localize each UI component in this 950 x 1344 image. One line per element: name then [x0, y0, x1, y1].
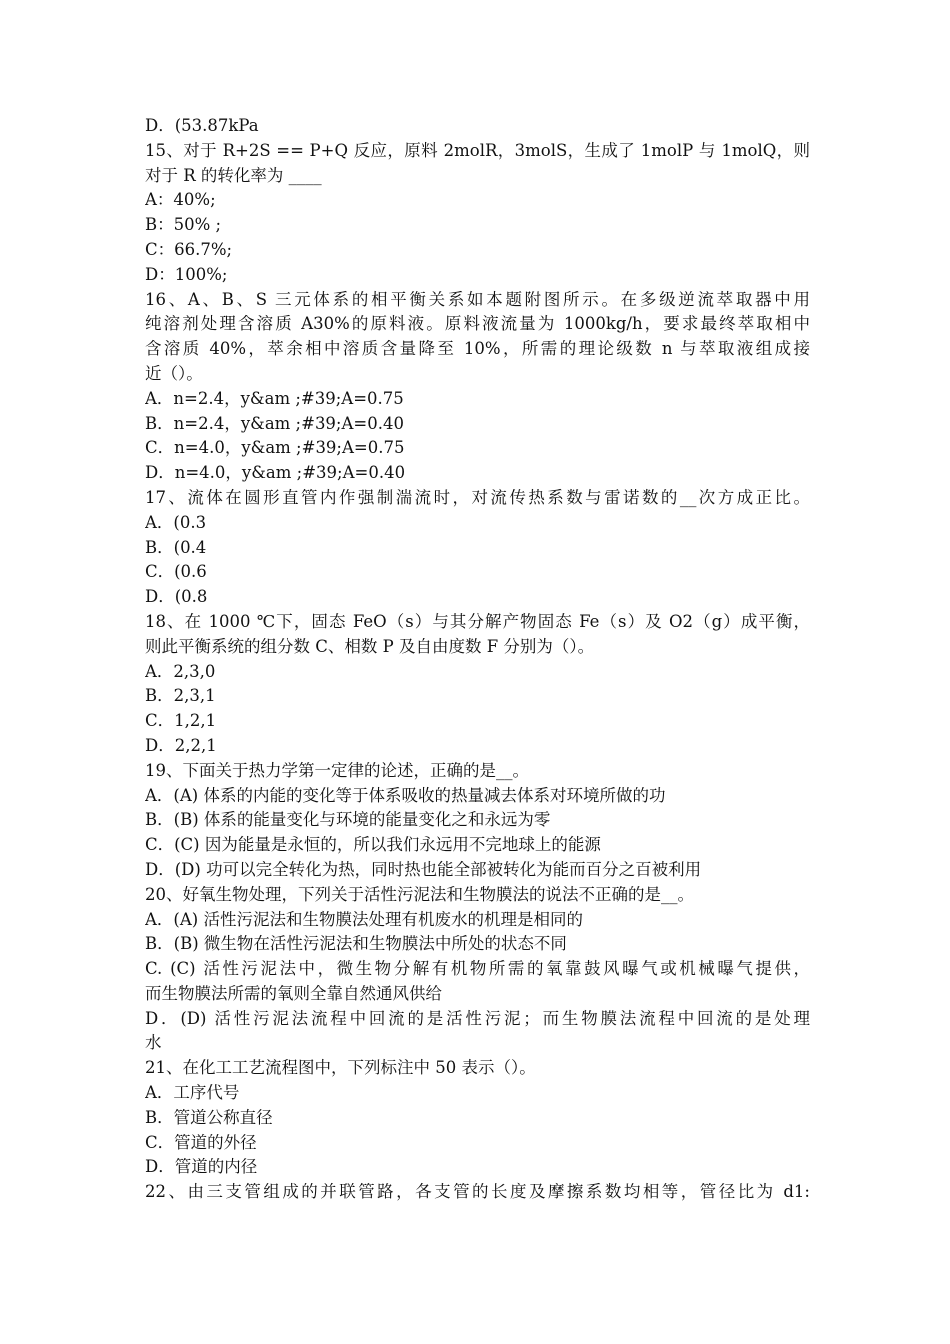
text-line: 对于 R 的转化率为 ____	[145, 165, 322, 185]
text-line: B．管道公称直径	[145, 1107, 273, 1127]
text-line: D．2,2,1	[145, 735, 217, 755]
text-line: 纯溶剂处理含溶质 A30%的原料液。原料液流量为 1000kg/h，要求最终萃取相中	[145, 314, 810, 334]
text-line: 22、由三支管组成的并联管路，各支管的长度及摩擦系数均相等，管径比为 d1:	[145, 1182, 810, 1202]
text-line: 18、在 1000 ℃下，固态 FeO（s）与其分解产物固态 Fe（s）及 O2（g）成平衡，	[145, 611, 810, 631]
text-line: D．(D) 活性污泥法流程中回流的是活性污泥；而生物膜法流程中回流的是处理	[145, 1008, 810, 1028]
text-line: C．(C) 因为能量是永恒的，所以我们永远用不完地球上的能源	[145, 835, 601, 855]
text-line: D．(53.87kPa	[145, 116, 259, 135]
text-line: D．(D) 功可以完全转化为热，同时热也能全部被转化为能而百分之百被利用	[145, 859, 702, 879]
text-line: 20、好氧生物处理，下列关于活性污泥法和生物膜法的说法不正确的是__。	[145, 884, 694, 904]
text-line: 含溶质 40%，萃余相中溶质含量降至 10%，所需的理论级数 n 与萃取液组成接	[145, 339, 810, 359]
text-line: 15、对于 R+2S == P+Q 反应，原料 2molR，3molS，生成了 1molP 与 1molQ，则	[145, 140, 810, 160]
text-line: 近（）。	[145, 363, 203, 383]
text-line: B．2,3,1	[145, 686, 216, 706]
text-line: 16、A、B、S 三元体系的相平衡关系如本题附图所示。在多级逆流萃取器中用	[145, 289, 810, 309]
text-line: C．n=4.0，y&am ;#39;A=0.75	[145, 438, 405, 458]
text-line: B．n=2.4，y&am ;#39;A=0.40	[145, 413, 404, 433]
text-line: 19、下面关于热力学第一定律的论述，正确的是__。	[145, 760, 529, 780]
text-line: B．(B) 微生物在活性污泥法和生物膜法中所处的状态不同	[145, 934, 567, 954]
text-line: C．1,2,1	[145, 711, 217, 731]
text-line: A．工序代号	[145, 1083, 240, 1103]
text-line: 则此平衡系统的组分数 C、相数 P 及自由度数 F 分别为（）。	[145, 636, 595, 656]
text-line: A：40%;	[145, 190, 216, 210]
text-line: A．(A) 体系的内能的变化等于体系吸收的热量减去体系对环境所做的功	[145, 785, 666, 805]
text-line: D．(0.8	[145, 587, 208, 607]
text-line: D：100%;	[145, 264, 228, 284]
text-line: 17、流体在圆形直管内作强制湍流时，对流传热系数与雷诺数的__次方成正比。	[145, 487, 810, 507]
text-line: A．2,3,0	[145, 661, 216, 681]
text-line: C：66.7%;	[145, 239, 233, 259]
text-line: B．(0.4	[145, 537, 207, 557]
text-line: 而生物膜法所需的氧则全靠自然通风供给	[145, 983, 442, 1003]
text-line: D．n=4.0，y&am ;#39;A=0.40	[145, 463, 406, 483]
text-line: A．(A) 活性污泥法和生物膜法处理有机废水的机理是相同的	[145, 909, 583, 929]
text-line: B．(B) 体系的能量变化与环境的能量变化之和永远为零	[145, 810, 551, 830]
text-line: A．(0.3	[145, 512, 207, 532]
text-line: A．n=2.4，y&am ;#39;A=0.75	[145, 388, 404, 408]
text-line: B：50% ;	[145, 215, 222, 235]
text-line: C．(0.6	[145, 562, 207, 582]
text-line: 水	[145, 1033, 162, 1053]
text-line: D．管道的内径	[145, 1157, 258, 1177]
text-line: C．管道的外径	[145, 1132, 257, 1152]
text-line: 21、在化工工艺流程图中，下列标注中 50 表示（）。	[145, 1058, 536, 1078]
text-line: C. (C) 活性污泥法中，微生物分解有机物所需的氧靠鼓风曝气或机械曝气提供，	[145, 959, 810, 979]
document-body	[145, 114, 810, 1205]
